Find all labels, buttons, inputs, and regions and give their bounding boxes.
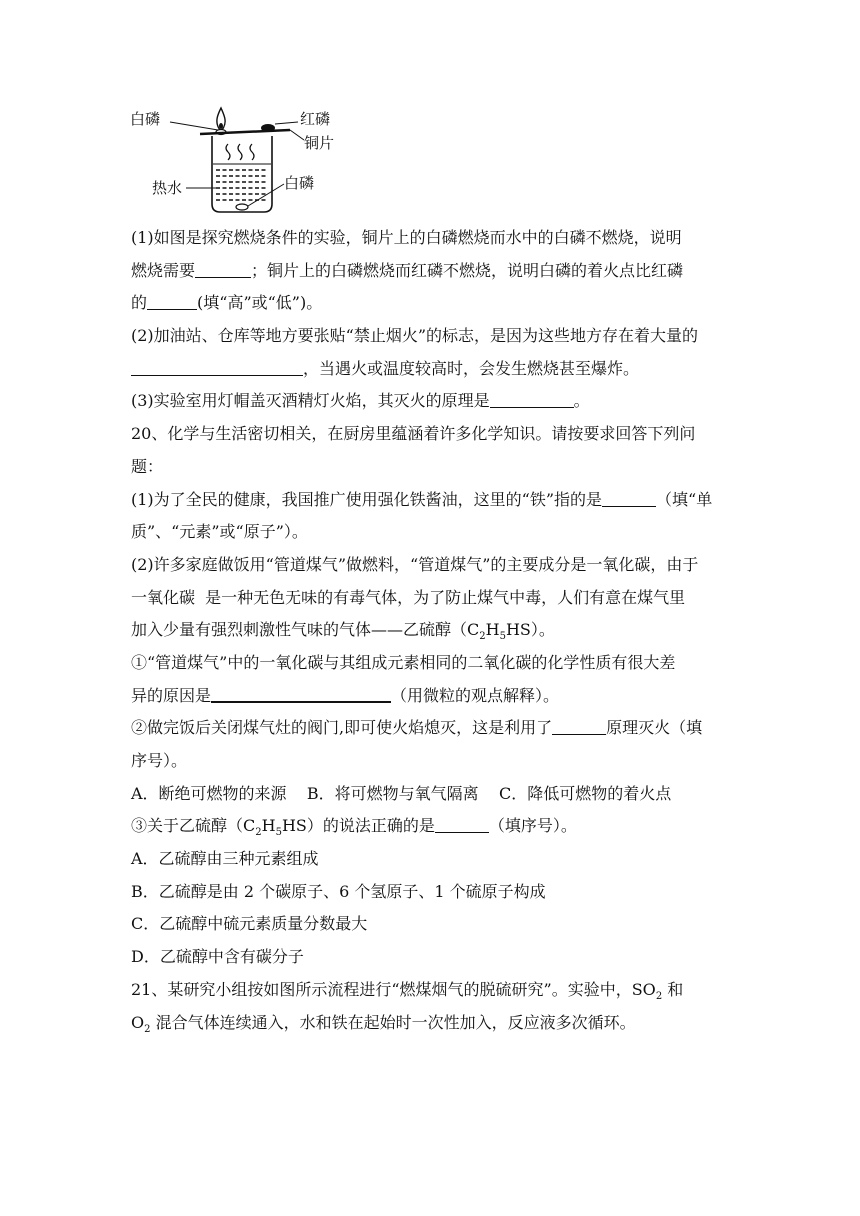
- label-white-phosphorus-top: 白磷: [130, 110, 161, 128]
- q20-sub2-options: A．断绝可燃物的来源 B．将可燃物与氧气隔离 C．降低可燃物的着火点: [131, 783, 672, 803]
- answer-blank[interactable]: [490, 389, 574, 408]
- label-hot-water: 热水: [152, 179, 183, 197]
- q19-part1-line1: (1)如图是探究燃烧条件的实验，铜片上的白磷燃烧而水中的白磷不燃烧，说明: [131, 228, 682, 247]
- label-copper-plate: 铜片: [304, 134, 335, 152]
- answer-blank[interactable]: [195, 259, 251, 278]
- q20-sub3: ③关于乙硫醇$(C_2H_5HS)$的说法正确的是 （填序号）。: [131, 816, 577, 839]
- q21-line1: 21、某研究小组按如图所示流程进行“燃煤烟气的脱硫研究”。实验中，$SO_2$ 和: [131, 979, 684, 1002]
- q20-option-c: C．乙硫醇中硫元素质量分数最大: [131, 914, 368, 934]
- q20-sub2-line1: ②做完饭后关闭煤气灶的阀门,即可使火焰熄灭，这是利用了 原理灭火（填: [131, 718, 703, 738]
- answer-blank[interactable]: [602, 488, 656, 507]
- q19-part3: (3)实验室用灯帽盖灭酒精灯火焰，其灭火的原理是 。: [131, 391, 590, 411]
- q20-part2-line1: (2)许多家庭做饭用“管道煤气”做燃料，“管道煤气”的主要成分是一氧化碳，由于: [131, 554, 699, 574]
- experiment-figure: [128, 102, 348, 222]
- q19-part1-line3: 的 (填“高”或“低”)。: [131, 293, 323, 313]
- answer-blank[interactable]: [211, 683, 391, 703]
- q20-option-a: A．乙硫醇由三种元素组成: [131, 849, 319, 869]
- q20-option-b: B．乙硫醇是由 2 个碳原子、6 个氢原子、1 个硫原子构成: [131, 881, 546, 901]
- q21-line2: $O_2$ 混合气体连续通入，水和铁在起始时一次性加入，反应液多次循环。: [131, 1012, 636, 1035]
- q20-part2-line2: 一氧化碳 是一种无色无味的有毒气体，为了防止煤气中毒，人们有意在煤气里: [131, 587, 686, 607]
- q20-stem-line1: 20、化学与生活密切相关，在厨房里蕴涵着许多化学知识。请按要求回答下列问: [131, 424, 696, 444]
- white-phosphorus-water: [236, 204, 248, 210]
- answer-blank[interactable]: [131, 357, 303, 376]
- q19-part2-line2: ，当遇火或温度较高时，会发生燃烧甚至爆炸。: [131, 353, 731, 386]
- answer-blank[interactable]: [147, 291, 197, 310]
- label-white-phosphorus-water: 白磷: [284, 174, 315, 192]
- q20-sub1-line2: 异的原因是 （用微粒的观点解释）。: [131, 680, 731, 713]
- question-text: [131, 222, 731, 1039]
- answer-blank[interactable]: [552, 716, 606, 735]
- q20-option-d: D．乙硫醇中含有碳分子: [131, 947, 304, 967]
- q19-part1-line2: 燃烧需要 ；铜片上的白磷燃烧而红磷不燃烧，说明白磷的着火点比红磷: [131, 260, 684, 280]
- label-red-phosphorus: 红磷: [300, 110, 331, 128]
- q19-part2-line1: (2)加油站、仓库等地方要张贴“禁止烟火”的标志，是因为这些地方存在着大量的: [131, 326, 699, 346]
- q20-part1-line2: 质”、“元素”或“原子”）。: [131, 522, 308, 542]
- q20-part1-line1: (1)为了全民的健康，我国推广使用强化铁酱油，这里的“铁”指的是 （填“单: [131, 489, 713, 509]
- q20-sub1-line1: ①“管道煤气”中的一氧化碳与其组成元素相同的二氧化碳的化学性质有很大差: [131, 652, 676, 672]
- q20-sub2-line2: 序号）。: [131, 751, 188, 770]
- answer-blank[interactable]: [435, 814, 489, 833]
- q20-part2-line3: 加入少量有强烈刺激性气味的气体——乙硫醇$(C_2H_5HS)$。: [131, 620, 555, 643]
- q20-stem-line2: 题：: [131, 456, 164, 476]
